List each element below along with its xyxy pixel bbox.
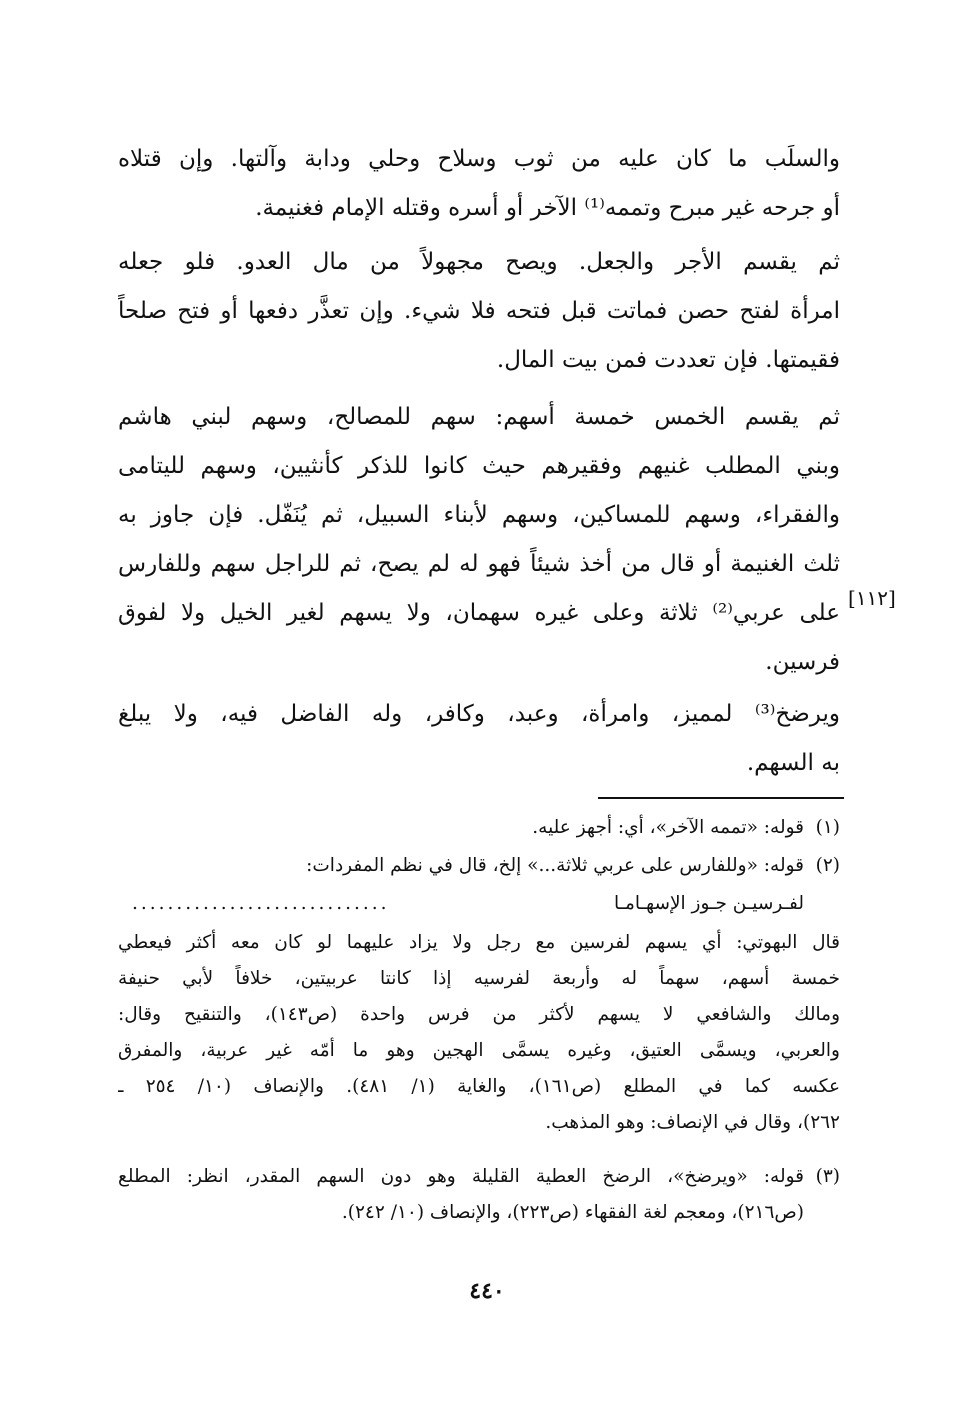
footnote-number: (٢) — [815, 855, 840, 876]
body-line: على عربي⁽²⁾ ثلاثة وعلى غيره سهمان، ولا يسهم لغير الخيل ولا لفوق — [118, 600, 840, 626]
body-line: والفقراء، وسهم للمساكين، وسهم لأبناء السبيل، ثم يُنَفّل. فإن جاوز به — [118, 502, 840, 528]
body-line: فقيمتها. فإن تعددت فمن بيت المال. — [496, 347, 840, 373]
verse-ellipsis: ............................. — [132, 893, 390, 914]
footnote-separator — [598, 797, 844, 799]
body-line: أو جرحه غير مبرح وتممه⁽¹⁾ الآخر أو أسره وقتله الإمام فغنيمة. — [255, 195, 840, 221]
footnote-verse — [118, 890, 840, 920]
body-line: ثم يقسم الخمس خمسة أسهم: سهم للمصالح، وسهم لبني هاشم — [118, 404, 840, 430]
verse-hemistich: لفـرسيـن جـوز الإسهـامـا — [613, 893, 804, 914]
footnote-text-line: والعربي، ويسمَّى العتيق، وغيره يسمَّى الهجين وهو ما أُمّه غير عربية، والمفرق — [118, 1040, 840, 1061]
footnote-text-line: خمسة أسهم، سهماً له وأربعة لفرسيه إذا كانتا عربيتين، خلافاً لأبي حنيفة — [118, 968, 840, 989]
footnote-text-line: (ص٢١٦)، ومعجم لغة الفقهاء (ص٢٢٣)، والإنصاف (١٠/ ٢٤٢). — [341, 1202, 804, 1223]
body-line: وبني المطلب غنيهم وفقيرهم حيث كانوا للذكر كأنثيين، وسهم لليتامى — [118, 453, 840, 479]
body-line: والسلَب ما كان عليه من ثوب وسلاح وحلي ودابة وآلتها. وإن قتلاه — [118, 146, 840, 172]
body-line: ثم يقسم الأجر والجعل. ويصح مجهولاً من مال العدو. فلو جعله — [118, 249, 840, 275]
body-line: ويرضخ⁽³⁾ لمميز، وامرأة، وعبد، وكافر، وله الفاضل فيه، ولا يبلغ — [118, 701, 840, 727]
footnote-text-line: قال البهوتي: أي يسهم لفرسين مع رجل ولا يزاد عليهما لو كان معه أكثر فيعطي — [118, 932, 840, 953]
footnote-text-line: ومالك والشافعي لا يسهم لأكثر من فرس واحدة (ص١٤٣)، والتنقيح وقال: — [118, 1004, 840, 1025]
footnote-text: قوله: «تممه الآخر»، أي: أجهز عليه. — [532, 817, 804, 838]
body-line: به السهم. — [746, 750, 840, 776]
footnote-text-line: ٢٦٢)، وقال في الإنصاف: وهو المذهب. — [545, 1112, 840, 1133]
margin-page-reference: [١١٢] — [848, 586, 896, 610]
footnote-text: قوله: «ويرضخ»، الرضخ العطية القليلة وهو دون السهم المقدر، انظر: المطلع — [118, 1166, 804, 1187]
footnote-1 — [118, 814, 840, 844]
footnote-3 — [118, 1163, 840, 1193]
page-number: ٤٤٠ — [469, 1278, 505, 1304]
body-line: امرأة لفتح حصن فماتت قبل فتحه فلا شيء. وإن تعذَّر دفعها أو فتح صلحاً — [118, 298, 840, 324]
footnote-number: (١) — [815, 817, 840, 838]
footnote-number: (٣) — [815, 1166, 840, 1187]
footnote-2 — [118, 852, 840, 882]
footnote-text: قوله: «وللفارس على عربي ثلاثة...» إلخ، قال في نظم المفردات: — [306, 855, 804, 876]
body-line: فرسين. — [765, 649, 840, 675]
body-line: ثلث الغنيمة أو قال من أخذ شيئاً فهو له لم يصح، ثم للراجل سهم وللفارس — [118, 551, 840, 577]
footnote-text-line: عكسه كما في المطلع (ص١٦١)، والغاية (١/ ٤٨١). والإنصاف (١٠/ ٢٥٤ ـ — [118, 1076, 840, 1097]
